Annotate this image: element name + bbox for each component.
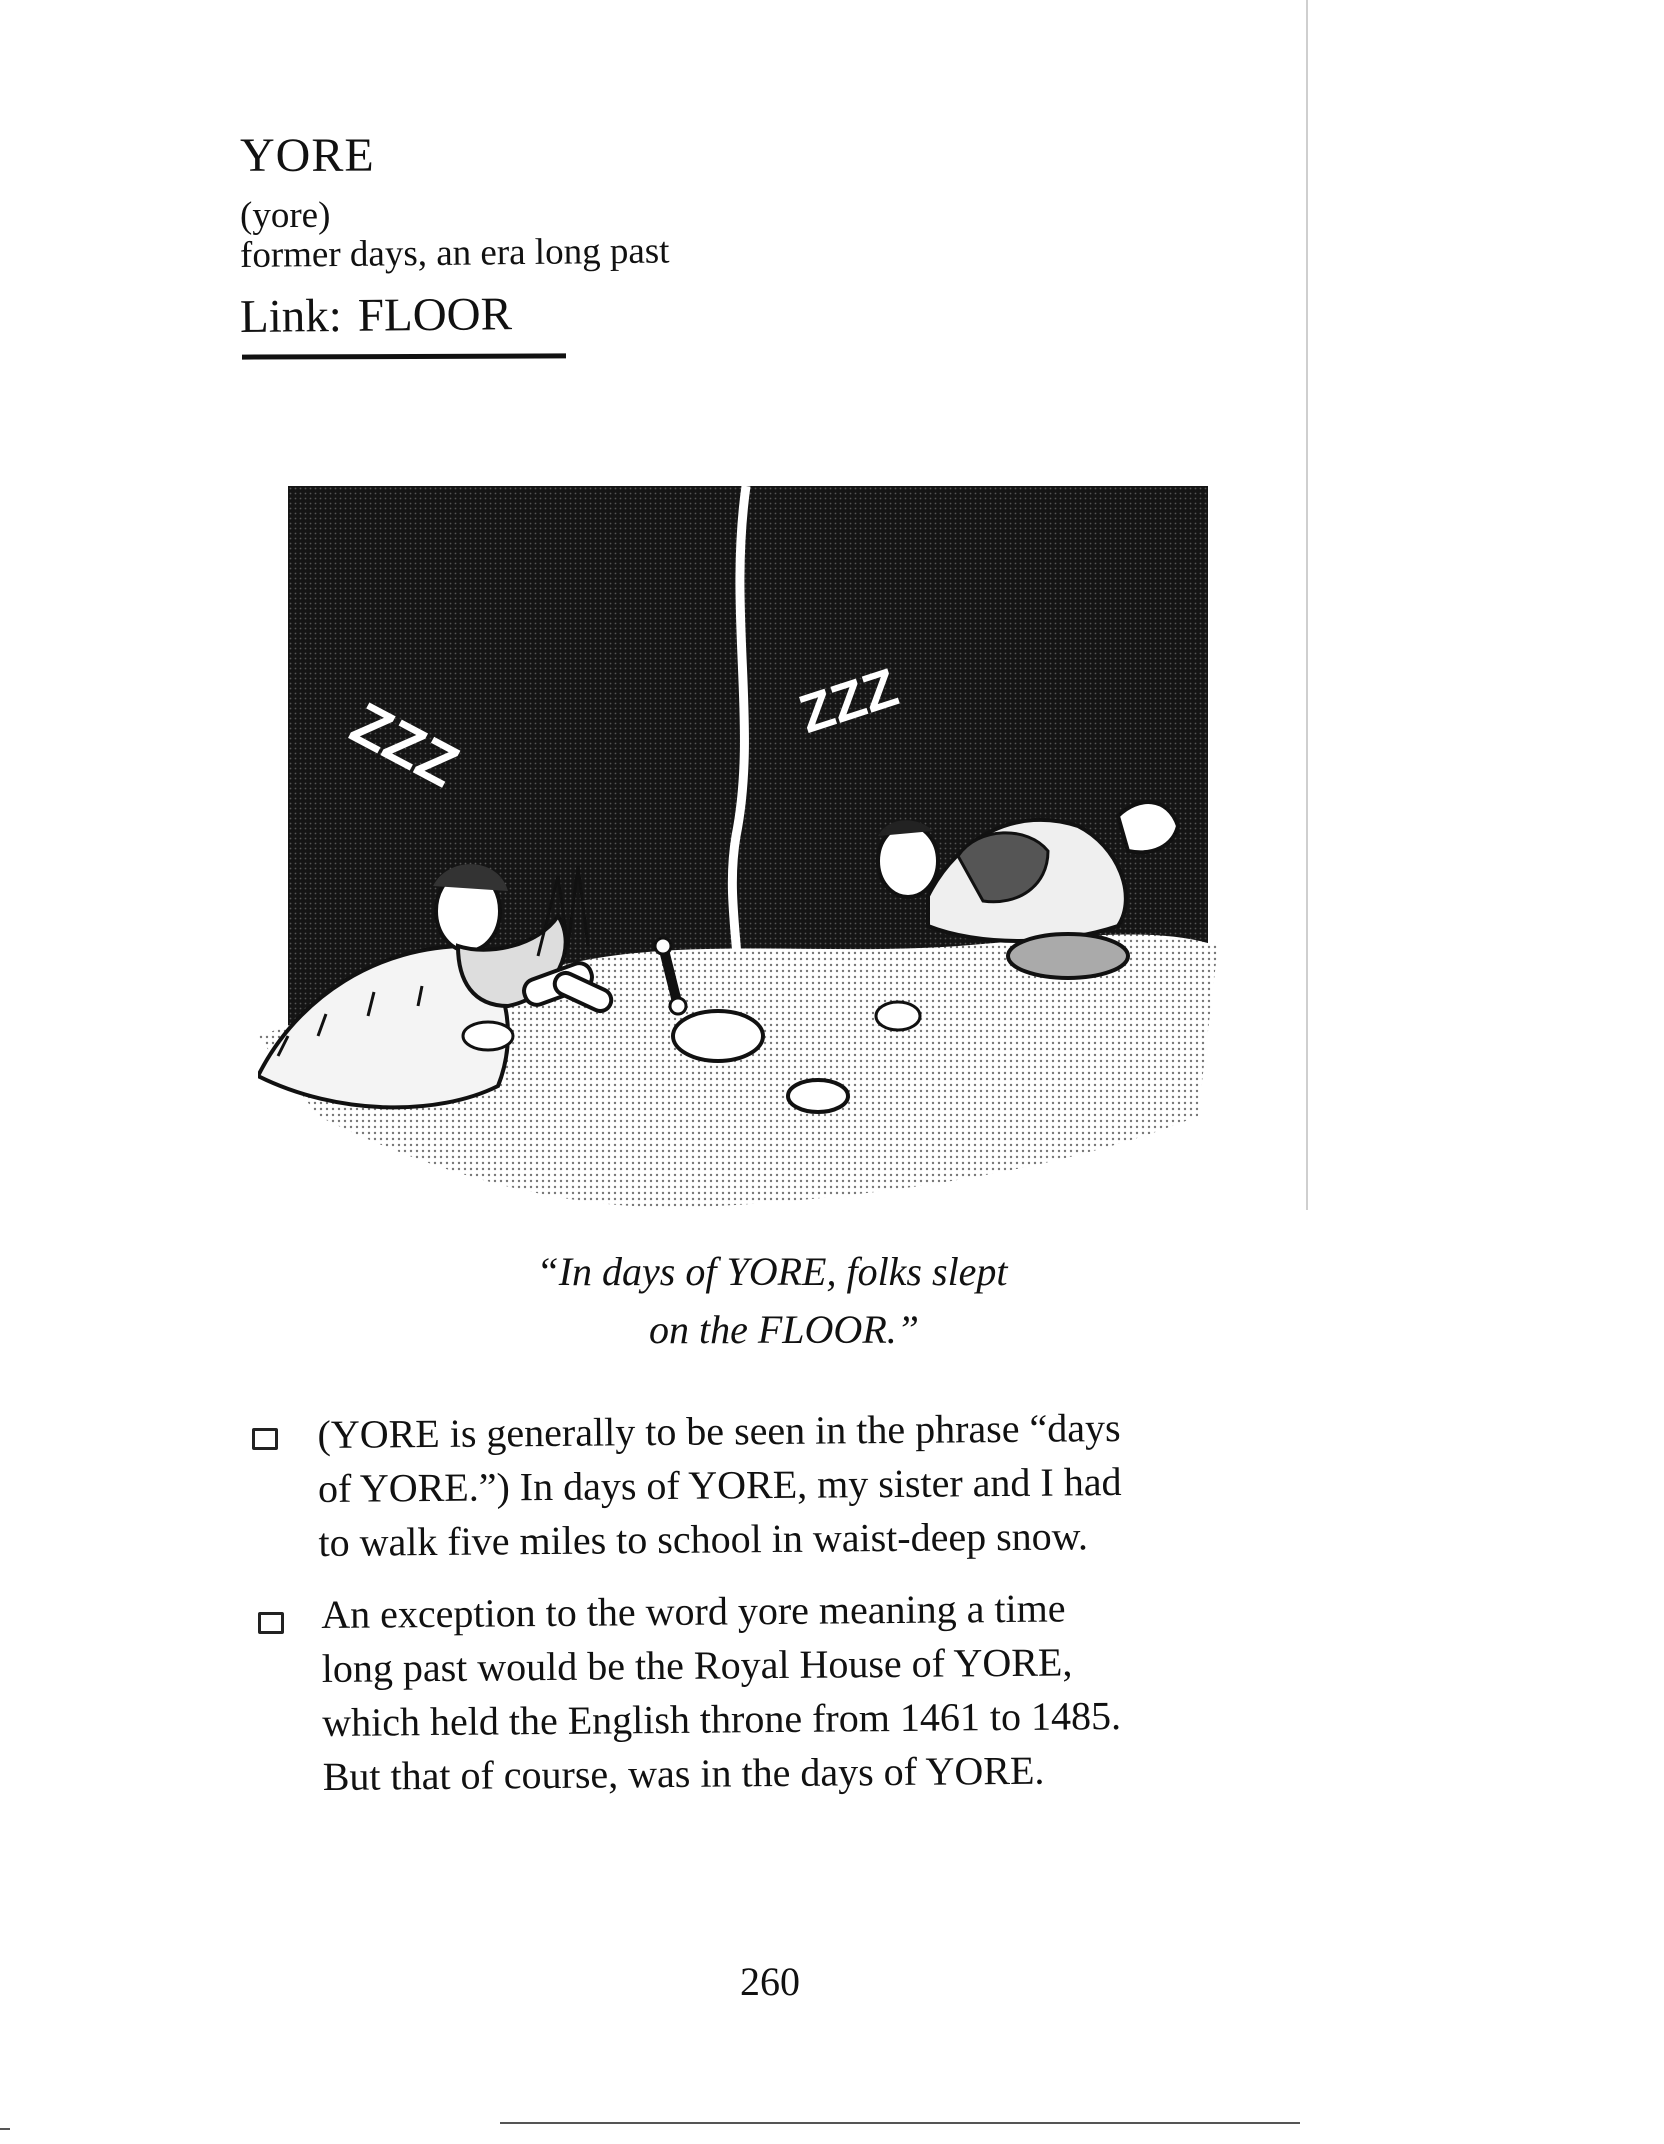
example-paragraph-1 — [317, 1401, 1122, 1570]
caption-line-1: “In days of YORE, folks slept — [536, 1249, 1008, 1294]
example-2-line-1: An exception to the word yore meaning a time — [321, 1585, 1066, 1638]
pronunciation: (yore) — [240, 195, 331, 236]
caption-line-2: on the FLOOR.” — [649, 1307, 919, 1352]
page-edge-line — [1306, 0, 1308, 1210]
example-2-line-4: But that of course, was in the days of YORE. — [322, 1747, 1045, 1799]
example-1-line-3: to walk five miles to school in waist-deep snow. — [318, 1513, 1089, 1565]
link-line — [240, 287, 512, 344]
example-paragraph-2 — [321, 1581, 1122, 1804]
example-2-line-2: long past would be the Royal House of YORE, — [321, 1639, 1073, 1692]
corner-mark — [0, 2128, 10, 2130]
checkbox-icon — [252, 1428, 278, 1450]
zzz-right: ZZZ — [792, 657, 905, 745]
link-word: FLOOR — [357, 288, 513, 342]
link-label: Link: — [239, 289, 343, 343]
example-2-line-3: which held the English throne from 1461 to 1485. — [322, 1693, 1122, 1745]
page-number: 260 — [740, 1959, 800, 2004]
checkbox-icon — [258, 1612, 284, 1634]
zzz-left: ZZZ — [340, 689, 469, 801]
example-1-line-1: (YORE is generally to be seen in the phrase “days — [317, 1404, 1121, 1458]
example-1-line-2: of YORE.”) In days of YORE, my sister and I had — [317, 1458, 1122, 1511]
headword: YORE — [240, 129, 375, 182]
bottom-rule — [500, 2122, 1300, 2124]
definition: former days, an era long past — [239, 230, 670, 276]
link-underline — [242, 353, 566, 359]
cave-illustration — [258, 476, 1238, 1226]
